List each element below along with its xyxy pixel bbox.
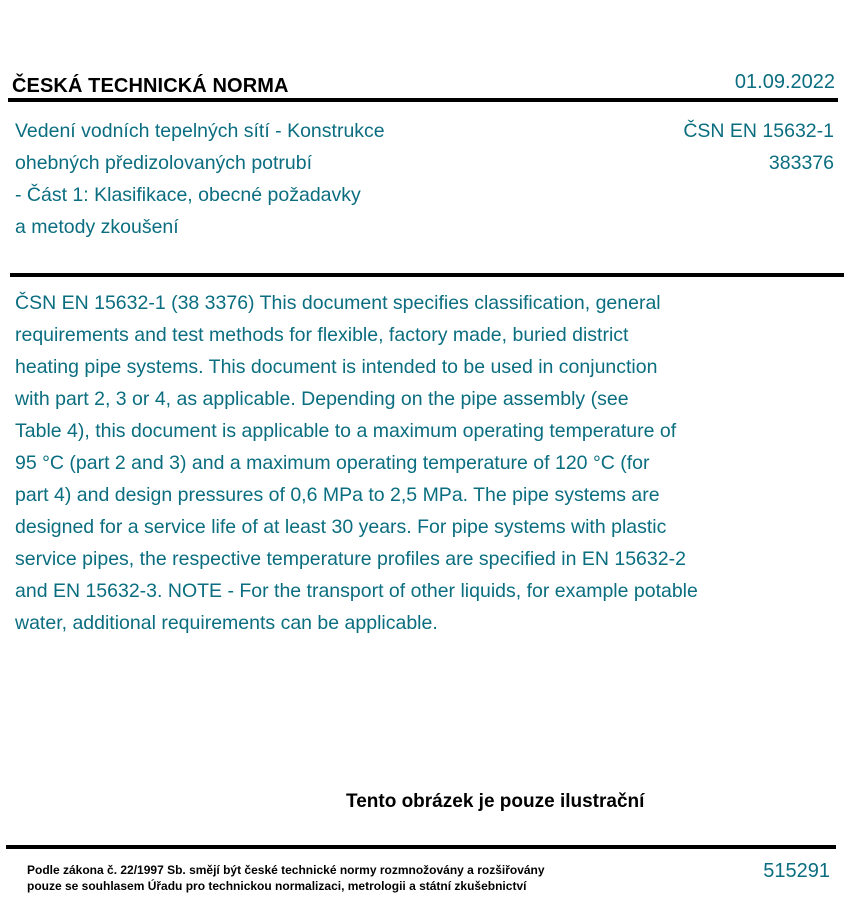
standard-identifiers — [683, 115, 834, 179]
illustration-note: Tento obrázek je pouze ilustrační — [346, 791, 645, 812]
legal-notice-line: pouze se souhlasem Úřadu pro technickou normalizaci, metrologii a státní zkušebnictví — [27, 879, 527, 893]
abstract-line: with part 2, 3 or 4, as applicable. Depending on the pipe assembly (see — [15, 388, 629, 410]
abstract-line: service pipes, the respective temperature profiles are specified in EN 15632-2 — [15, 548, 686, 570]
abstract-text — [15, 287, 790, 639]
abstract-line: part 4) and design pressures of 0,6 MPa to 2,5 MPa. The pipe systems are — [15, 484, 660, 506]
publication-date: 01.09.2022 — [734, 71, 835, 93]
abstract-line: 95 °C (part 2 and 3) and a maximum operating temperature of 120 °C (for — [15, 452, 650, 474]
footer-divider — [6, 845, 836, 849]
abstract-line: Table 4), this document is applicable to a maximum operating temperature of — [15, 420, 677, 442]
abstract-line: designed for a service life of at least 30 years. For pipe systems with plastic — [15, 516, 667, 538]
title-divider — [10, 273, 844, 277]
standard-title-line: ohebných předizolovaných potrubí — [15, 152, 313, 174]
abstract-line: ČSN EN 15632-1 (38 3376) This document specifies classification, general — [15, 292, 661, 314]
legal-notice-line: Podle zákona č. 22/1997 Sb. smějí být české technické normy rozmnožovány a rozšiřovány — [27, 863, 545, 877]
abstract-line: heating pipe systems. This document is intended to be used in conjunction — [15, 356, 658, 378]
abstract-line: requirements and test methods for flexible, factory made, buried district — [15, 324, 629, 346]
document-header-title: ČESKÁ TECHNICKÁ NORMA — [12, 75, 289, 97]
abstract-line: and EN 15632-3. NOTE - For the transport of other liquids, for example potable — [15, 580, 698, 602]
header-divider — [8, 98, 838, 102]
standard-title-line: - Část 1: Klasifikace, obecné požadavky — [15, 184, 361, 206]
class-number: 383376 — [768, 152, 834, 174]
standard-title-line: a metody zkoušení — [15, 216, 179, 238]
standard-title — [15, 115, 535, 243]
standard-designation: ČSN EN 15632-1 — [683, 120, 834, 142]
document-code: 515291 — [763, 860, 830, 882]
abstract-line: water, additional requirements can be applicable. — [15, 612, 438, 634]
standard-title-line: Vedení vodních tepelných sítí - Konstrukce — [15, 120, 385, 142]
legal-notice — [27, 862, 545, 894]
